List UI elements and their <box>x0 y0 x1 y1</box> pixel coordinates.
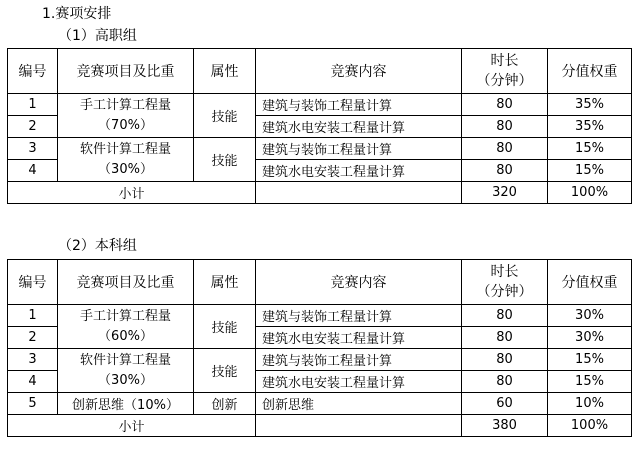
schedule-table-vocational <box>7 48 632 204</box>
subtotal-content-empty <box>256 182 462 204</box>
content-cell: 建筑与装饰工程量计算 <box>256 94 462 116</box>
subtotal-weight: 100% <box>548 415 632 437</box>
subtotal-duration: 320 <box>462 182 548 204</box>
weight-cell: 30% <box>548 327 632 349</box>
subtotal-row <box>8 415 632 437</box>
subtotal-duration: 380 <box>462 415 548 437</box>
item-cell <box>58 349 194 393</box>
content-cell: 建筑水电安装工程量计算 <box>256 116 462 138</box>
item-name: 手工计算工程量 <box>79 97 171 113</box>
header-duration <box>462 49 548 94</box>
item-cell: 创新思维（10%） <box>58 393 194 415</box>
row-number: 1 <box>8 305 58 327</box>
header-weight: 分值权重 <box>548 49 632 94</box>
header-content: 竞赛内容 <box>256 260 462 305</box>
table-row <box>8 138 632 160</box>
attribute-cell: 技能 <box>194 138 256 182</box>
attribute-cell: 技能 <box>194 349 256 393</box>
item-cell <box>58 138 194 182</box>
weight-cell: 15% <box>548 160 632 182</box>
item-cell <box>58 305 194 349</box>
header-number: 编号 <box>8 260 58 305</box>
item-ratio: （60%） <box>98 328 153 344</box>
header-content: 竞赛内容 <box>256 49 462 94</box>
header-duration-label: 时长 <box>490 264 519 280</box>
duration-cell: 80 <box>462 349 548 371</box>
header-attribute: 属性 <box>194 260 256 305</box>
content-cell: 建筑水电安装工程量计算 <box>256 327 462 349</box>
row-number: 2 <box>8 116 58 138</box>
table-row <box>8 305 632 327</box>
duration-cell: 80 <box>462 138 548 160</box>
header-weight: 分值权重 <box>548 260 632 305</box>
duration-cell: 60 <box>462 393 548 415</box>
weight-cell: 35% <box>548 116 632 138</box>
header-attribute: 属性 <box>194 49 256 94</box>
item-cell <box>58 94 194 138</box>
header-duration-label: 时长 <box>490 53 519 69</box>
subtotal-label: 小计 <box>8 415 256 437</box>
table-row <box>8 349 632 371</box>
weight-cell: 15% <box>548 349 632 371</box>
duration-cell: 80 <box>462 327 548 349</box>
attribute-cell: 技能 <box>194 305 256 349</box>
row-number: 3 <box>8 138 58 160</box>
weight-cell: 15% <box>548 138 632 160</box>
content-cell: 创新思维 <box>256 393 462 415</box>
duration-cell: 80 <box>462 305 548 327</box>
row-number: 2 <box>8 327 58 349</box>
content-cell: 建筑与装饰工程量计算 <box>256 349 462 371</box>
group-title-vocational: （1）高职组 <box>58 28 137 44</box>
content-cell: 建筑与装饰工程量计算 <box>256 305 462 327</box>
subtotal-label: 小计 <box>8 182 256 204</box>
row-number: 4 <box>8 160 58 182</box>
table-row <box>8 393 632 415</box>
header-number: 编号 <box>8 49 58 94</box>
table-header-row <box>8 49 632 94</box>
group-title-undergraduate: （2）本科组 <box>58 238 137 254</box>
table-header-row <box>8 260 632 305</box>
item-ratio: （30%） <box>98 372 153 388</box>
subtotal-row <box>8 182 632 204</box>
duration-cell: 80 <box>462 116 548 138</box>
row-number: 1 <box>8 94 58 116</box>
content-cell: 建筑与装饰工程量计算 <box>256 138 462 160</box>
duration-cell: 80 <box>462 160 548 182</box>
weight-cell: 10% <box>548 393 632 415</box>
attribute-cell: 创新 <box>194 393 256 415</box>
subtotal-content-empty <box>256 415 462 437</box>
header-duration-unit: （分钟） <box>476 284 533 300</box>
header-duration <box>462 260 548 305</box>
content-cell: 建筑水电安装工程量计算 <box>256 371 462 393</box>
row-number: 3 <box>8 349 58 371</box>
content-cell: 建筑水电安装工程量计算 <box>256 160 462 182</box>
section-heading: 1.赛项安排 <box>42 6 112 22</box>
subtotal-weight: 100% <box>548 182 632 204</box>
weight-cell: 30% <box>548 305 632 327</box>
duration-cell: 80 <box>462 371 548 393</box>
row-number: 5 <box>8 393 58 415</box>
item-ratio: （30%） <box>98 161 153 177</box>
duration-cell: 80 <box>462 94 548 116</box>
header-item: 竞赛项目及比重 <box>58 49 194 94</box>
attribute-cell: 技能 <box>194 94 256 138</box>
item-name: 软件计算工程量 <box>79 141 171 157</box>
header-duration-unit: （分钟） <box>476 73 533 89</box>
table-row <box>8 94 632 116</box>
weight-cell: 15% <box>548 371 632 393</box>
schedule-table-undergraduate <box>7 259 632 437</box>
row-number: 4 <box>8 371 58 393</box>
item-ratio: （70%） <box>98 117 153 133</box>
item-name: 手工计算工程量 <box>79 308 171 324</box>
header-item: 竞赛项目及比重 <box>58 260 194 305</box>
item-name: 软件计算工程量 <box>79 352 171 368</box>
weight-cell: 35% <box>548 94 632 116</box>
